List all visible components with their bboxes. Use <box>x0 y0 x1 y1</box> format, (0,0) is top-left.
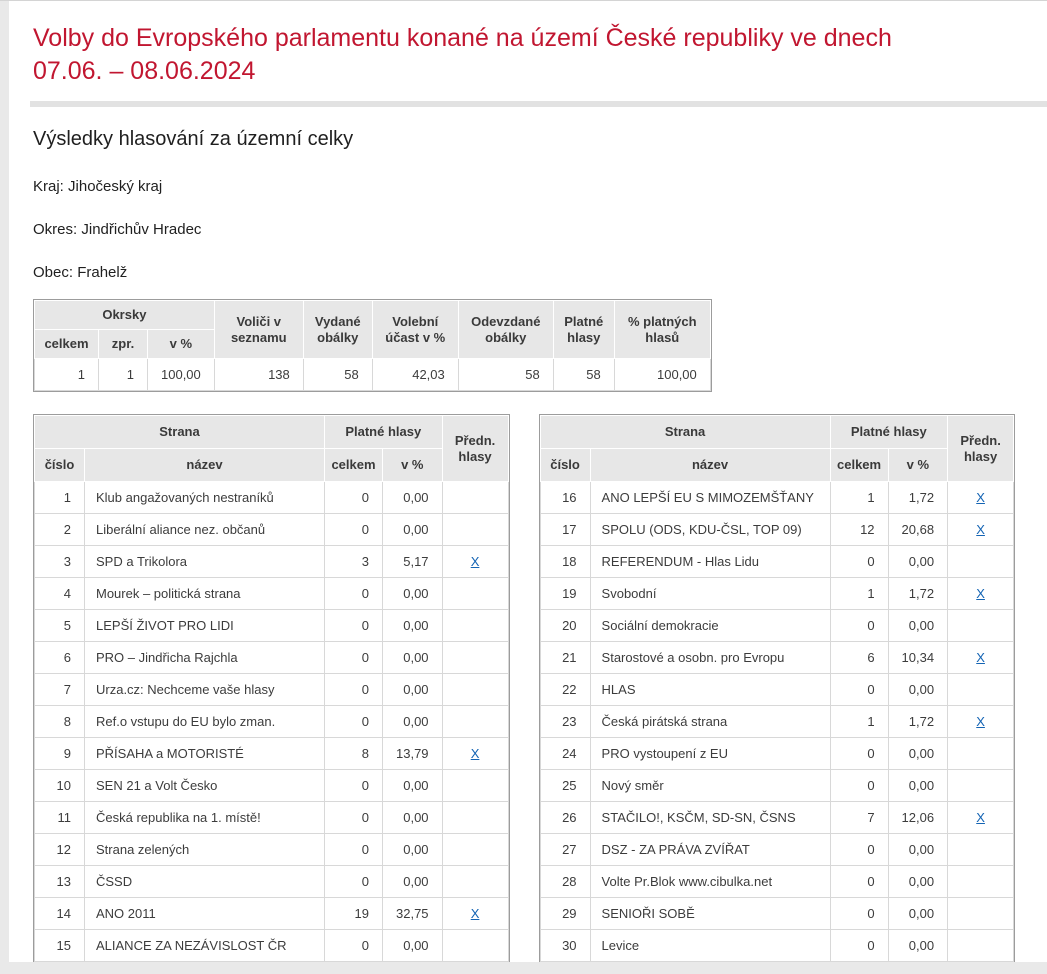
party-number: 28 <box>540 866 590 898</box>
party-name: Česká pirátská strana <box>590 706 830 738</box>
kraj-value: Jihočeský kraj <box>68 178 163 195</box>
party-name: PRO vystoupení z EU <box>590 738 830 770</box>
nazev-header: název <box>85 449 325 482</box>
party-votes-pct: 0,00 <box>888 610 948 642</box>
pref-votes-link[interactable]: X <box>976 522 985 537</box>
party-row <box>35 706 509 738</box>
party-table-right-wrap <box>539 414 1016 962</box>
platne-hlasy-group-header: Platné hlasy <box>830 416 948 449</box>
party-row <box>35 770 509 802</box>
pref-votes-cell <box>948 610 1014 642</box>
okrsky-vpct-value: 100,00 <box>148 359 215 391</box>
party-votes-total: 0 <box>325 866 383 898</box>
party-votes-total: 0 <box>830 610 888 642</box>
page-title <box>9 1 1047 88</box>
pref-votes-cell <box>442 834 508 866</box>
pref-votes-cell <box>442 482 508 514</box>
party-votes-pct: 1,72 <box>888 578 948 610</box>
pref-votes-cell <box>948 802 1014 834</box>
party-name: HLAS <box>590 674 830 706</box>
party-name: Urza.cz: Nechceme vaše hlasy <box>85 674 325 706</box>
page-title-line2: 07.06. – 08.06.2024 <box>33 57 256 85</box>
vydane-obalky-header: Vydané obálky <box>303 301 372 359</box>
party-votes-total: 1 <box>830 482 888 514</box>
party-row <box>540 706 1014 738</box>
okres-label: Okres: <box>33 221 78 238</box>
party-row <box>540 866 1014 898</box>
page-title-line1: Volby do Evropského parlamentu konané na území České republiky ve dnech <box>33 24 892 52</box>
party-name: SEN 21 a Volt Česko <box>85 770 325 802</box>
party-name: Česká republika na 1. místě! <box>85 802 325 834</box>
party-row <box>540 738 1014 770</box>
party-name: Levice <box>590 930 830 962</box>
party-name: ALIANCE ZA NEZÁVISLOST ČR <box>85 930 325 962</box>
party-name: STAČILO!, KSČM, SD-SN, ČSNS <box>590 802 830 834</box>
party-votes-pct: 0,00 <box>383 674 443 706</box>
odevzdane-obalky-value: 58 <box>458 359 553 391</box>
strana-header: Strana <box>540 416 830 449</box>
volebni-ucast-value: 42,03 <box>372 359 458 391</box>
party-name: Klub angažovaných nestraníků <box>85 482 325 514</box>
page-content <box>9 1 1047 962</box>
party-name: ČSSD <box>85 866 325 898</box>
party-number: 7 <box>35 674 85 706</box>
platne-hlasy-group-header: Platné hlasy <box>325 416 443 449</box>
party-votes-total: 0 <box>830 738 888 770</box>
party-table-left-wrap <box>33 414 510 962</box>
party-votes-total: 8 <box>325 738 383 770</box>
party-number: 8 <box>35 706 85 738</box>
party-votes-pct: 0,00 <box>888 770 948 802</box>
party-votes-total: 12 <box>830 514 888 546</box>
obec-value: Frahelž <box>77 264 128 281</box>
party-name: PRO – Jindřicha Rajchla <box>85 642 325 674</box>
party-votes-total: 0 <box>325 930 383 962</box>
section-heading: Výsledky hlasování za územní celky <box>33 128 354 150</box>
party-votes-total: 0 <box>325 706 383 738</box>
pref-votes-cell <box>442 866 508 898</box>
okrsky-zpr-value: 1 <box>99 359 148 391</box>
pref-votes-cell <box>948 578 1014 610</box>
party-row <box>540 546 1014 578</box>
party-votes-pct: 1,72 <box>888 482 948 514</box>
party-votes-total: 0 <box>325 834 383 866</box>
party-row <box>540 802 1014 834</box>
party-row <box>540 674 1014 706</box>
party-number: 12 <box>35 834 85 866</box>
party-votes-pct: 0,00 <box>888 674 948 706</box>
party-row <box>540 514 1014 546</box>
party-votes-total: 0 <box>830 770 888 802</box>
party-votes-pct: 12,06 <box>888 802 948 834</box>
party-name: Strana zelených <box>85 834 325 866</box>
kraj-label: Kraj: <box>33 178 64 195</box>
pref-votes-link[interactable]: X <box>470 906 480 921</box>
party-votes-total: 0 <box>325 802 383 834</box>
party-number: 13 <box>35 866 85 898</box>
party-votes-total: 1 <box>830 706 888 738</box>
party-votes-total: 0 <box>325 642 383 674</box>
pct-platnych-header: % platných hlasů <box>614 301 710 359</box>
party-number: 14 <box>35 898 85 930</box>
pref-votes-cell <box>948 642 1014 674</box>
party-votes-pct: 1,72 <box>888 706 948 738</box>
vpct-header: v % <box>383 449 443 482</box>
party-row <box>35 546 509 578</box>
okrsky-vpct-header: v % <box>148 330 215 359</box>
party-number: 10 <box>35 770 85 802</box>
volici-value: 138 <box>214 359 303 391</box>
volebni-ucast-header: Volební účast v % <box>372 301 458 359</box>
party-votes-pct: 0,00 <box>383 642 443 674</box>
pref-votes-link[interactable]: X <box>976 490 985 505</box>
party-votes-total: 3 <box>325 546 383 578</box>
party-number: 17 <box>540 514 590 546</box>
party-votes-total: 7 <box>830 802 888 834</box>
pref-votes-cell <box>442 930 508 962</box>
party-row <box>540 482 1014 514</box>
party-name: Mourek – politická strana <box>85 578 325 610</box>
party-number: 15 <box>35 930 85 962</box>
pref-votes-link[interactable]: X <box>470 554 480 569</box>
kraj-line <box>9 153 1047 196</box>
party-row <box>35 802 509 834</box>
pref-votes-cell <box>442 738 508 770</box>
party-name: DSZ - ZA PRÁVA ZVÍŘAT <box>590 834 830 866</box>
party-table-right <box>540 415 1015 962</box>
pref-votes-cell <box>442 802 508 834</box>
platne-hlasy-header: Platné hlasy <box>553 301 614 359</box>
party-votes-total: 6 <box>830 642 888 674</box>
pref-votes-link[interactable]: X <box>470 746 480 761</box>
party-votes-pct: 0,00 <box>383 802 443 834</box>
party-votes-total: 0 <box>325 578 383 610</box>
party-votes-total: 0 <box>830 866 888 898</box>
party-number: 3 <box>35 546 85 578</box>
predn-hlasy-header: Předn. hlasy <box>948 416 1014 482</box>
party-name: SPOLU (ODS, KDU-ČSL, TOP 09) <box>590 514 830 546</box>
summary-table-wrap <box>33 299 712 392</box>
party-votes-pct: 20,68 <box>888 514 948 546</box>
party-votes-pct: 0,00 <box>383 610 443 642</box>
party-votes-pct: 0,00 <box>888 930 948 962</box>
party-votes-pct: 0,00 <box>383 866 443 898</box>
party-votes-total: 0 <box>830 674 888 706</box>
party-votes-total: 0 <box>830 898 888 930</box>
pref-votes-link[interactable]: X <box>976 714 985 729</box>
party-row <box>35 866 509 898</box>
celkem-header: celkem <box>325 449 383 482</box>
okres-value: Jindřichův Hradec <box>81 221 202 238</box>
party-votes-pct: 32,75 <box>383 898 443 930</box>
party-number: 19 <box>540 578 590 610</box>
pref-votes-cell <box>442 578 508 610</box>
party-number: 4 <box>35 578 85 610</box>
pref-votes-cell <box>442 514 508 546</box>
okrsky-celkem-value: 1 <box>35 359 99 391</box>
party-votes-total: 19 <box>325 898 383 930</box>
party-row <box>35 674 509 706</box>
celkem-header: celkem <box>830 449 888 482</box>
pref-votes-cell <box>948 514 1014 546</box>
party-number: 30 <box>540 930 590 962</box>
party-votes-pct: 0,00 <box>383 578 443 610</box>
party-tables <box>33 414 1047 962</box>
okres-line <box>9 196 1047 239</box>
pct-platnych-value: 100,00 <box>614 359 710 391</box>
party-votes-pct: 10,34 <box>888 642 948 674</box>
party-table-left <box>34 415 509 962</box>
party-row <box>35 898 509 930</box>
pref-votes-cell <box>948 834 1014 866</box>
party-name: Starostové a osobn. pro Evropu <box>590 642 830 674</box>
party-name: Volte Pr.Blok www.cibulka.net <box>590 866 830 898</box>
party-votes-pct: 0,00 <box>383 482 443 514</box>
party-number: 1 <box>35 482 85 514</box>
party-number: 20 <box>540 610 590 642</box>
party-row <box>540 642 1014 674</box>
cislo-header: číslo <box>540 449 590 482</box>
party-name: Liberální aliance nez. občanů <box>85 514 325 546</box>
party-votes-pct: 0,00 <box>888 898 948 930</box>
party-votes-pct: 13,79 <box>383 738 443 770</box>
strana-header: Strana <box>35 416 325 449</box>
party-name: Nový směr <box>590 770 830 802</box>
platne-hlasy-value: 58 <box>553 359 614 391</box>
party-row <box>35 610 509 642</box>
party-name: Ref.o vstupu do EU bylo zman. <box>85 706 325 738</box>
party-name: PŘÍSAHA a MOTORISTÉ <box>85 738 325 770</box>
party-votes-pct: 0,00 <box>383 930 443 962</box>
party-name: LEPŠÍ ŽIVOT PRO LIDI <box>85 610 325 642</box>
party-row <box>540 770 1014 802</box>
party-votes-total: 0 <box>325 514 383 546</box>
party-votes-pct: 0,00 <box>888 738 948 770</box>
party-row <box>35 930 509 962</box>
party-votes-total: 0 <box>830 546 888 578</box>
party-name: ANO 2011 <box>85 898 325 930</box>
party-row <box>35 834 509 866</box>
pref-votes-link[interactable]: X <box>976 810 985 825</box>
party-name: REFERENDUM - Hlas Lidu <box>590 546 830 578</box>
cislo-header: číslo <box>35 449 85 482</box>
predn-hlasy-header: Předn. hlasy <box>442 416 508 482</box>
pref-votes-cell <box>948 674 1014 706</box>
pref-votes-cell <box>442 642 508 674</box>
party-votes-pct: 0,00 <box>383 514 443 546</box>
obec-line <box>9 239 1047 282</box>
party-row <box>35 578 509 610</box>
pref-votes-cell <box>948 546 1014 578</box>
party-number: 9 <box>35 738 85 770</box>
pref-votes-cell <box>948 482 1014 514</box>
party-number: 29 <box>540 898 590 930</box>
pref-votes-link[interactable]: X <box>976 650 985 665</box>
party-votes-pct: 5,17 <box>383 546 443 578</box>
nazev-header: název <box>590 449 830 482</box>
pref-votes-cell <box>442 898 508 930</box>
party-row <box>35 514 509 546</box>
party-row <box>540 578 1014 610</box>
odevzdane-obalky-header: Odevzdané obálky <box>458 301 553 359</box>
vpct-header: v % <box>888 449 948 482</box>
party-name: SPD a Trikolora <box>85 546 325 578</box>
pref-votes-cell <box>948 866 1014 898</box>
party-votes-pct: 0,00 <box>383 706 443 738</box>
party-row <box>540 930 1014 962</box>
party-row <box>35 738 509 770</box>
party-number: 2 <box>35 514 85 546</box>
pref-votes-cell <box>442 706 508 738</box>
volici-header: Voliči v seznamu <box>214 301 303 359</box>
party-number: 11 <box>35 802 85 834</box>
party-number: 26 <box>540 802 590 834</box>
party-row <box>35 482 509 514</box>
party-number: 22 <box>540 674 590 706</box>
vydane-obalky-value: 58 <box>303 359 372 391</box>
party-number: 5 <box>35 610 85 642</box>
pref-votes-cell <box>948 930 1014 962</box>
party-votes-total: 1 <box>830 578 888 610</box>
pref-votes-cell <box>442 546 508 578</box>
pref-votes-cell <box>948 898 1014 930</box>
pref-votes-cell <box>442 610 508 642</box>
summary-row <box>35 359 711 391</box>
okrsky-celkem-header: celkem <box>35 330 99 359</box>
summary-table <box>34 300 711 391</box>
party-votes-pct: 0,00 <box>383 834 443 866</box>
pref-votes-cell <box>442 770 508 802</box>
party-number: 21 <box>540 642 590 674</box>
party-row <box>35 642 509 674</box>
party-number: 25 <box>540 770 590 802</box>
party-number: 16 <box>540 482 590 514</box>
party-number: 6 <box>35 642 85 674</box>
party-votes-total: 0 <box>325 674 383 706</box>
party-votes-pct: 0,00 <box>888 546 948 578</box>
okrsky-header: Okrsky <box>35 301 215 330</box>
party-name: Sociální demokracie <box>590 610 830 642</box>
pref-votes-cell <box>442 674 508 706</box>
pref-votes-cell <box>948 706 1014 738</box>
party-row <box>540 898 1014 930</box>
party-votes-total: 0 <box>325 610 383 642</box>
party-row <box>540 610 1014 642</box>
party-number: 27 <box>540 834 590 866</box>
okrsky-zpr-header: zpr. <box>99 330 148 359</box>
party-votes-pct: 0,00 <box>888 866 948 898</box>
party-votes-pct: 0,00 <box>888 834 948 866</box>
party-row <box>540 834 1014 866</box>
party-votes-pct: 0,00 <box>383 770 443 802</box>
party-number: 24 <box>540 738 590 770</box>
party-votes-total: 0 <box>325 482 383 514</box>
party-votes-total: 0 <box>830 930 888 962</box>
party-number: 23 <box>540 706 590 738</box>
party-name: Svobodní <box>590 578 830 610</box>
pref-votes-link[interactable]: X <box>976 586 985 601</box>
pref-votes-cell <box>948 770 1014 802</box>
party-name: ANO LEPŠÍ EU S MIMOZEMŠŤANY <box>590 482 830 514</box>
pref-votes-cell <box>948 738 1014 770</box>
party-votes-total: 0 <box>325 770 383 802</box>
party-name: SENIOŘI SOBĚ <box>590 898 830 930</box>
obec-label: Obec: <box>33 264 74 281</box>
party-votes-total: 0 <box>830 834 888 866</box>
party-number: 18 <box>540 546 590 578</box>
